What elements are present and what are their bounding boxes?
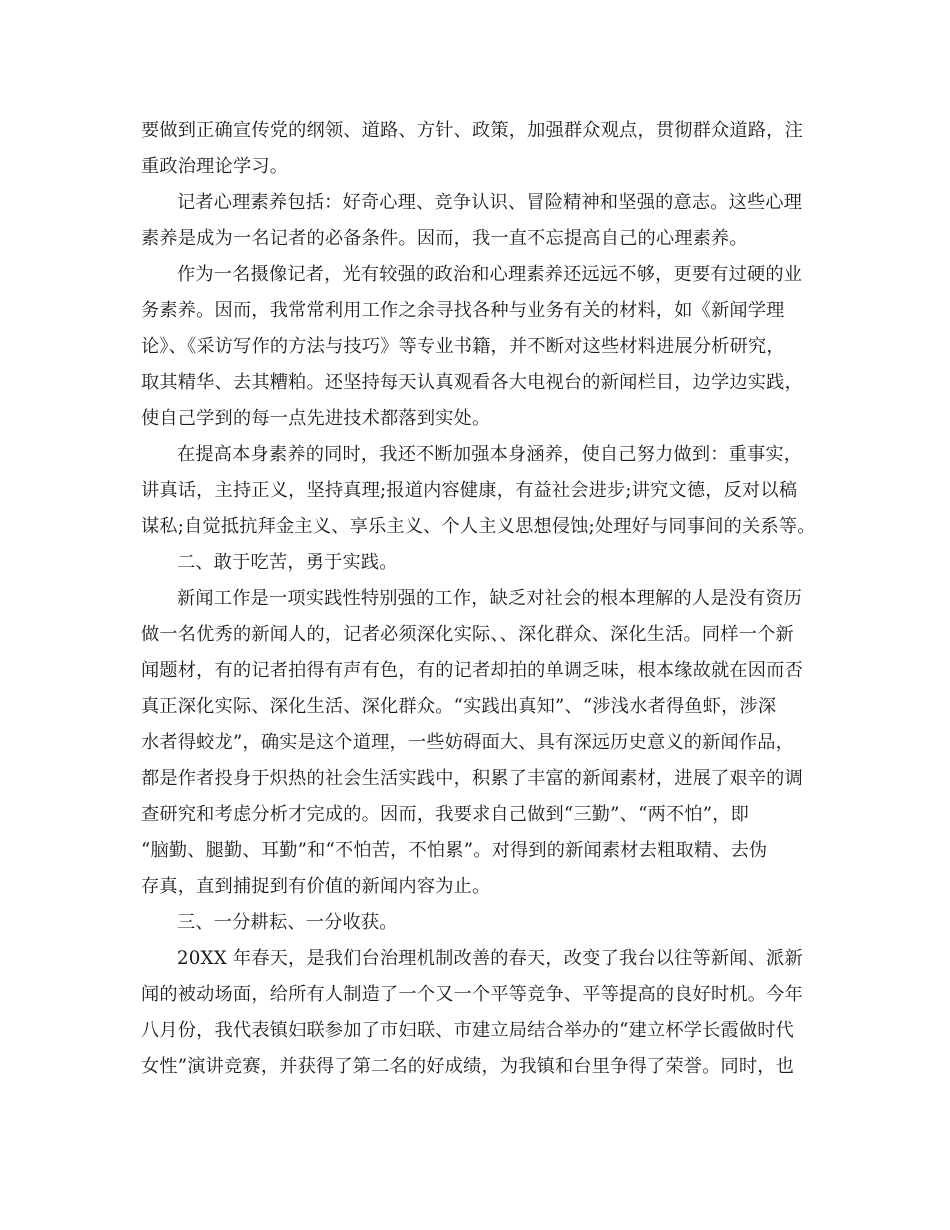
- text-line: 讲真话，主持正义，坚持真理;报道内容健康，有益社会进步;讲究文德，反对以稿: [141, 480, 798, 501]
- text-line: 谋私;自觉抵抗拜金主义、享乐主义、个人主义思想侵蚀;处理好与同事间的关系等。: [141, 516, 816, 537]
- text-line: “脑勤、腿勤、耳勤”和“不怕苦，不怕累”。对得到的新闻素材去粗取精、去伪: [141, 840, 768, 861]
- paragraph-start-line: 在提高本身素养的同时，我还不断加强本身涵养，使自己努力做到：重事实，: [177, 444, 803, 465]
- text-line: 水者得蛟龙”，确实是这个道理，一些妨碍面大、具有深远历史意义的新闻作品，: [141, 732, 795, 753]
- text-line: 存真，直到捕捉到有价值的新闻内容为止。: [141, 876, 491, 897]
- text-line: 素养是成为一名记者的必备条件。因而，我一直不忘提高自己的心理素养。: [141, 228, 748, 249]
- section-heading: 二、敢于吃苦，勇于实践。: [177, 552, 398, 573]
- text-line: 闻的被动场面，给所有人制造了一个又一个平等竞争、平等提高的良好时机。今年: [141, 984, 803, 1005]
- paragraph-start-line: 作为一名摄像记者，光有较强的政治和心理素养还远远不够，更要有过硬的业: [177, 264, 803, 285]
- text-line: 都是作者投身于炽热的社会生活实践中，积累了丰富的新闻素材，进展了艰辛的调: [141, 768, 803, 789]
- paragraph-start-line: 新闻工作是一项实践性特别强的工作，缺乏对社会的根本理解的人是没有资历: [177, 588, 803, 609]
- text-line: 重政治理论学习。: [141, 156, 289, 177]
- text-line: 八月份，我代表镇妇联参加了市妇联、市建立局结合举办的“建立杯学长霞做时代: [141, 1020, 795, 1041]
- text-line: 做一名优秀的新闻人的，记者必须深化实际、、深化群众、深化生活。同样一个新: [141, 624, 794, 645]
- text-line: 务素养。因而，我常常利用工作之余寻找各种与业务有关的材料，如《新闻学理: [141, 300, 785, 321]
- text-line: 真正深化实际、深化生活、深化群众。“实践出真知”、“涉浅水者得鱼虾，涉深: [141, 696, 777, 717]
- text-line: 闻题材，有的记者拍得有声有色，有的记者却拍的单调乏味，根本缘故就在因而否: [141, 660, 803, 681]
- paragraph-start-line: 20XX 年春天，是我们台治理机制改善的春天，改变了我台以往等新闻、派新: [177, 948, 803, 969]
- text-line: 要做到正确宣传党的纲领、道路、方针、政策，加强群众观点，贯彻群众道路，注: [141, 120, 803, 141]
- text-line: 查研究和考虑分析才完成的。因而，我要求自己做到“三勤”、“两不怕”，即: [141, 804, 750, 825]
- text-line: 取其精华、去其糟粕。还坚持每天认真观看各大电视台的新闻栏目，边学边实践，: [141, 372, 803, 393]
- text-line: 论》、《采访写作的方法与技巧》等专业书籍，并不断对这些材料进展分析研究，: [141, 336, 785, 357]
- text-line: 使自己学到的每一点先进技术都落到实处。: [141, 408, 491, 429]
- text-line: 女性”演讲竞赛，并获得了第二名的好成绩，为我镇和台里争得了荣誉。同时，也: [141, 1056, 795, 1077]
- paragraph-start-line: 记者心理素养包括：好奇心理、竞争认识、冒险精神和坚强的意志。这些心理: [177, 192, 803, 213]
- section-heading: 三、一分耕耘、一分收获。: [177, 912, 398, 933]
